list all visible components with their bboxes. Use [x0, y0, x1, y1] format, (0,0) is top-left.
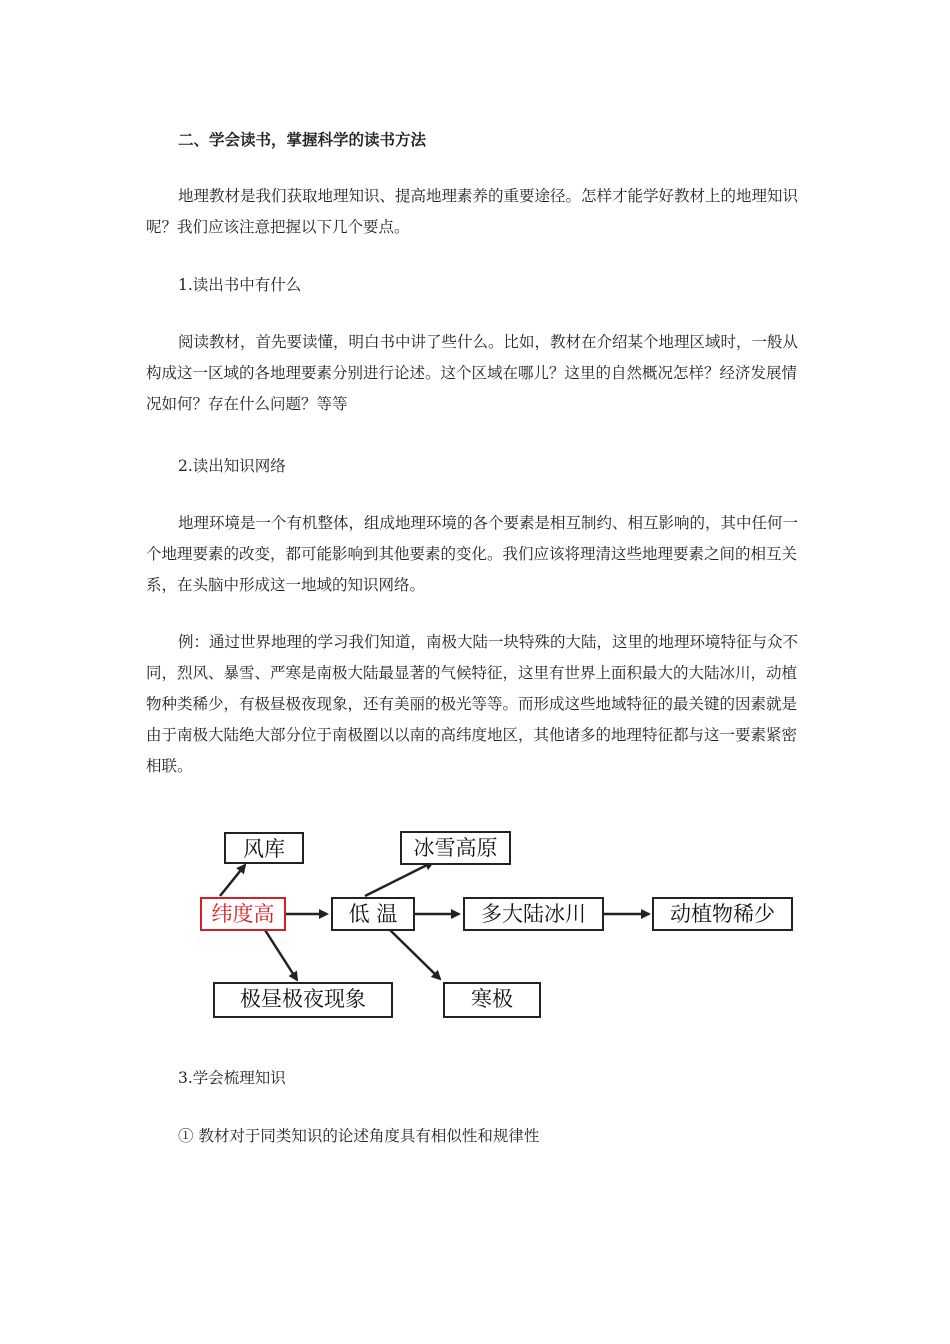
item1-body: 阅读教材，首先要读懂，明白书中讲了些什么。比如，教材在介绍某个地理区域时，一般从构成这一区域的各地理要素分别进行论述。这个区域在哪儿？这里的自然概况怎样？经济发展情况如何？存在什么问题？等等 [146, 333, 799, 413]
item2-body: 地理环境是一个有机整体，组成地理环境的各个要素是相互制约、相互影响的，其中任何一个地理要素的改变，都可能影响到其他要素的变化。我们应该将理清这些地理要素之间的相互关系，在头脑中形成这一地域的知识网络。 [146, 514, 799, 594]
arrow-latitude-to-polarday [265, 930, 297, 980]
knowledge-network-diagram [195, 820, 805, 1025]
arrow-lowtemp-to-coldpole [390, 930, 440, 979]
arrow-latitude-to-wind [220, 865, 245, 896]
item2-title: 2.读出知识网络 [178, 457, 286, 475]
node-low-temperature: 低 温 [331, 897, 415, 931]
node-glacier: 多大陆冰川 [463, 897, 604, 931]
node-wind: 风库 [224, 832, 304, 864]
intro-paragraph: 地理教材是我们获取地理知识、提高地理素养的重要途径。怎样才能学好教材上的地理知识呢？我们应该注意把握以下几个要点。 [146, 187, 799, 236]
item3-sub1: ① 教材对于同类知识的论述角度具有相似性和规律性 [178, 1127, 540, 1145]
item1-title: 1.读出书中有什么 [178, 276, 302, 294]
node-flora-fauna: 动植物稀少 [652, 897, 793, 931]
node-polar-day-night: 极昼极夜现象 [213, 982, 393, 1018]
node-ice-plateau: 冰雪高原 [400, 831, 511, 865]
item2-example: 例：通过世界地理的学习我们知道，南极大陆一块特殊的大陆，这里的地理环境特征与众不同，烈风、暴雪、严寒是南极大陆最显著的气候特征，这里有世界上面积最大的大陆冰川，动植物种类稀少，有极昼极夜现象，还有美丽的极光等等。而形成这些地域特征的最关键的因素就是由于南极大陆绝大部分位于南极圈以以南的高纬度地区，其他诸多的地理特征都与这一要素紧密相联。 [146, 633, 799, 775]
item3-title: 3.学会梳理知识 [178, 1069, 286, 1087]
node-cold-pole: 寒极 [443, 982, 541, 1018]
section-heading: 二、学会读书，掌握科学的读书方法 [178, 130, 427, 149]
node-latitude: 纬度高 [200, 897, 286, 931]
arrow-lowtemp-to-iceplateau [365, 862, 433, 896]
